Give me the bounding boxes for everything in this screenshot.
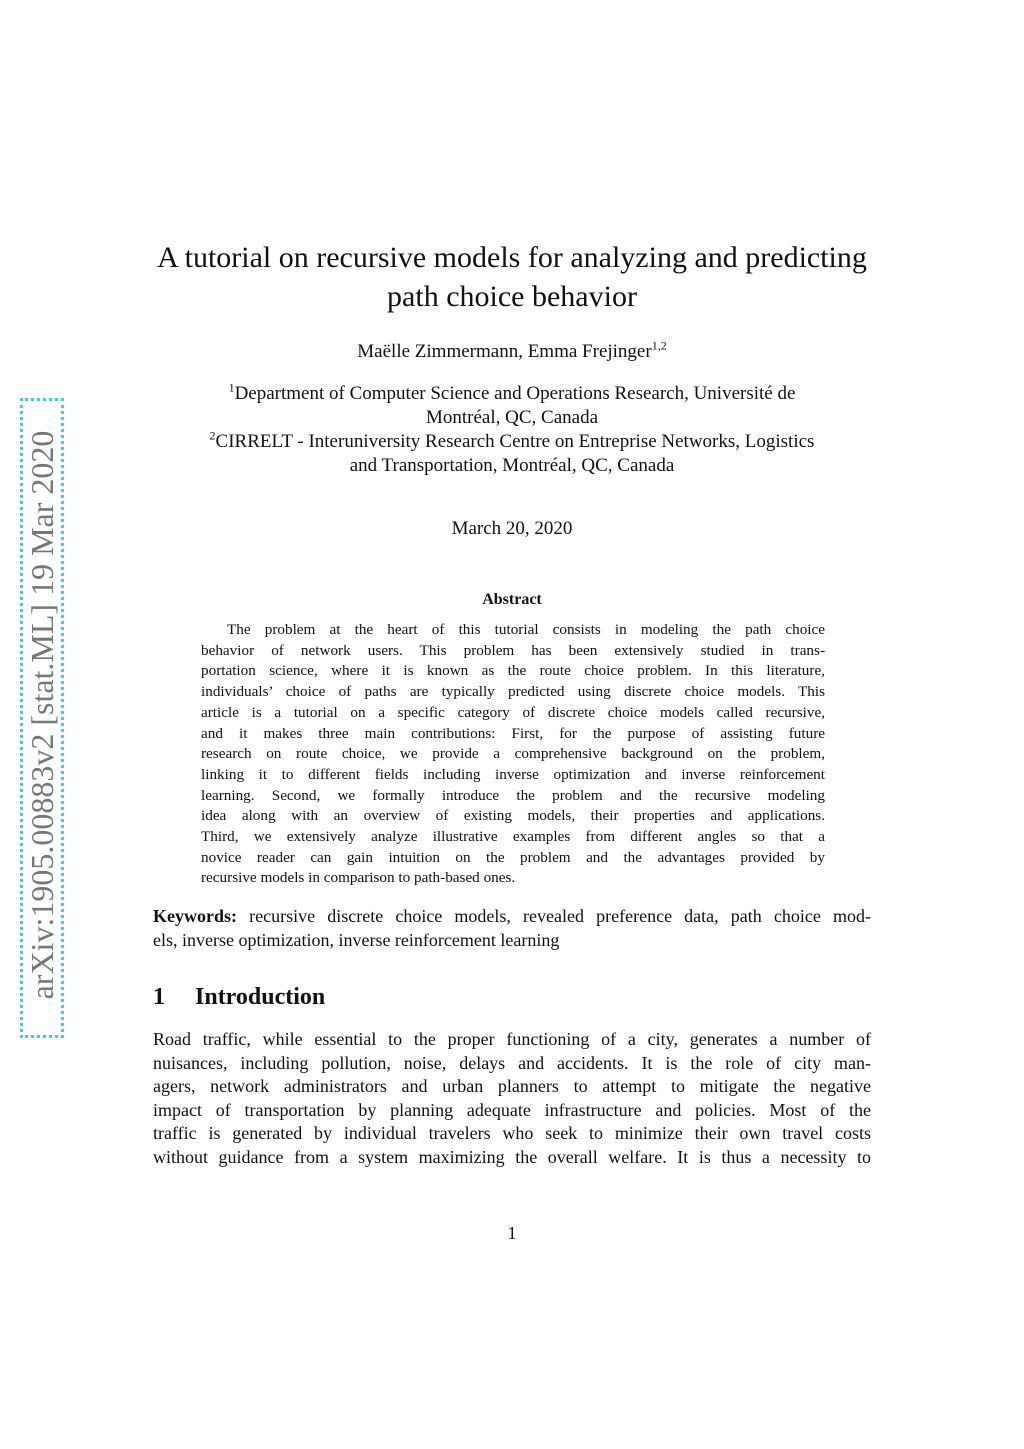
abstract-line: article is a tutorial on a specific category of discrete choice models called recursive, [201,703,825,721]
paper-title [150,238,874,316]
author-names: Maëlle Zimmermann, Emma Frejinger [357,341,652,362]
arxiv-identifier: arXiv:1905.00883v2 [stat.ML] 19 Mar 2020 [24,430,60,1000]
introduction-text [153,1028,871,1170]
abstract-line: idea along with an overview of existing models, their properties and applications. [201,807,825,825]
affiliation-1-marker: 1 [228,380,235,395]
affiliation-1-line-1: Department of Computer Science and Operations Research, Université de [234,383,796,404]
keywords-line-1: recursive discrete choice models, revealed preference data, path choice mod- [249,906,872,926]
abstract-line: and it makes three main contributions: First, for the purpose of assisting future [201,724,825,742]
abstract-line: research on route choice, we provide a comprehensive background on the problem, [201,745,825,763]
abstract-text [201,620,825,889]
intro-line: traffic is generated by individual travelers who seek to minimize their own travel costs [153,1123,871,1144]
intro-line: impact of transportation by planning adequate infrastructure and policies. Most of the [153,1099,871,1120]
intro-line: Road traffic, while essential to the proper functioning of a city, generates a number of [153,1029,871,1049]
page-number: 1 [507,1223,517,1243]
abstract-heading: Abstract [482,591,542,608]
affiliation-2-line-2: and Transportation, Montréal, QC, Canada [349,455,675,476]
title-line-2: path choice behavior [387,280,637,313]
abstract-line: linking it to different fields including inverse optimization and inverse reinforcement [201,765,825,783]
affiliation-2-line-1: CIRRELT - Interuniversity Research Centre on Entreprise Networks, Logistics [215,431,815,452]
abstract-line: individuals’ choice of paths are typically predicted using discrete choice models. This [201,683,825,701]
abstract-line: Third, we extensively analyze illustrative examples from different angles so that a [201,828,825,846]
keywords-block [153,904,871,952]
paper-date: March 20, 2020 [451,518,573,539]
affiliation-2-marker: 2 [209,428,216,443]
abstract-line: The problem at the heart of this tutorial consists in modeling the path choice [227,621,825,638]
abstract-line: novice reader can gain intuition on the problem and the advantages provided by [201,848,825,866]
section-title: Introduction [195,984,326,1010]
section-heading-introduction [153,982,871,1012]
keywords-line-2: els, inverse optimization, inverse reinforcement learning [153,930,560,950]
keywords-label: Keywords: [153,906,237,926]
abstract-line: portation science, where it is known as the route choice problem. In this literature, [201,662,825,680]
abstract-line: recursive models in comparison to path-based ones. [201,869,516,887]
intro-line: without guidance from a system maximizing the overall welfare. It is thus a necessity to [153,1146,871,1167]
intro-line: agers, network administrators and urban planners to attempt to mitigate the negative [153,1076,871,1097]
affiliation-1 [150,382,874,430]
author-list [150,340,874,364]
affiliation-2 [150,430,874,478]
abstract-line: behavior of network users. This problem has been extensively studied in trans- [201,641,825,659]
title-line-1: A tutorial on recursive models for analyzing and predicting [157,241,867,274]
author-affiliation-marker: 1,2 [651,338,667,353]
abstract-line: learning. Second, we formally introduce the problem and the recursive modeling [201,786,825,804]
intro-line: nuisances, including pollution, noise, delays and accidents. It is the role of city man- [153,1052,871,1073]
affiliation-1-line-2: Montréal, QC, Canada [425,407,598,428]
section-number: 1 [153,984,165,1010]
